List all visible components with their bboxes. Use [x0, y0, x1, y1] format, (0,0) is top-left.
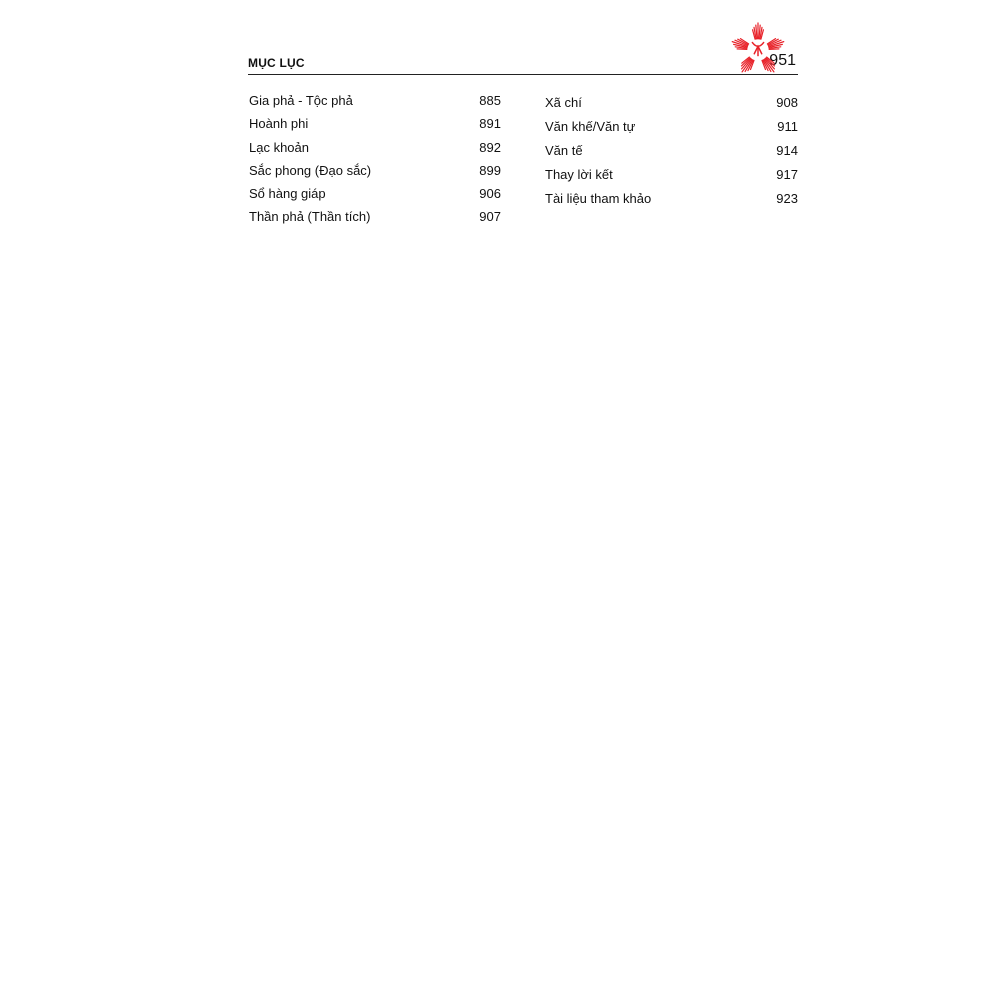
- toc-entry: [249, 159, 501, 182]
- section-title: MỤC LỤC: [248, 56, 305, 70]
- page-number: 951: [769, 52, 796, 69]
- toc-entry: [545, 91, 798, 115]
- logo-ray: [737, 49, 747, 50]
- toc-entry-page: 892: [479, 139, 501, 155]
- toc-entry-page: 923: [776, 191, 798, 206]
- toc-entry: [249, 205, 501, 228]
- toc-entry-title: Tài liệu tham khảo: [545, 191, 652, 206]
- page-header: [248, 40, 798, 75]
- toc-entry-page: 914: [776, 143, 798, 158]
- toc-entry-page: 885: [479, 93, 501, 108]
- toc-entry-page: 911: [777, 119, 798, 134]
- toc-entry: [249, 182, 501, 205]
- red-star-logo-icon: [729, 22, 787, 78]
- toc-entry-title: Gia phả - Tộc phả: [249, 93, 353, 108]
- toc-entry-title: Sắc phong (Đạo sắc): [249, 162, 372, 178]
- toc-entry-title: Sổ hàng giáp: [249, 186, 326, 202]
- toc-entry: [249, 89, 501, 112]
- toc-entry-title: Thần phả (Thần tích): [249, 209, 371, 225]
- toc-entry: [249, 112, 501, 135]
- toc-left-column: [249, 89, 501, 229]
- toc-right-column: [545, 91, 798, 211]
- toc-entry-title: Hoành phi: [249, 116, 309, 132]
- toc-entry: [249, 136, 501, 159]
- toc-entry: [545, 163, 798, 187]
- toc-entry-page: 908: [776, 95, 798, 110]
- toc-entry-title: Văn khế/Văn tự: [545, 119, 636, 134]
- toc-entry-title: Xã chí: [545, 95, 582, 110]
- logo-ray: [769, 49, 779, 50]
- toc-entry: [545, 187, 798, 211]
- toc-entry-title: Thay lời kết: [545, 167, 613, 182]
- toc-entry-page: 906: [479, 186, 501, 202]
- toc-entry: [545, 139, 798, 163]
- toc-entry: [545, 115, 798, 139]
- toc-entry-page: 899: [479, 162, 501, 178]
- toc-entry-title: Lạc khoản: [249, 139, 309, 155]
- toc-entry-page: 917: [776, 167, 798, 182]
- toc-entry-page: 891: [479, 116, 501, 132]
- toc-entry-page: 907: [479, 209, 501, 225]
- toc-entry-title: Văn tế: [545, 143, 583, 158]
